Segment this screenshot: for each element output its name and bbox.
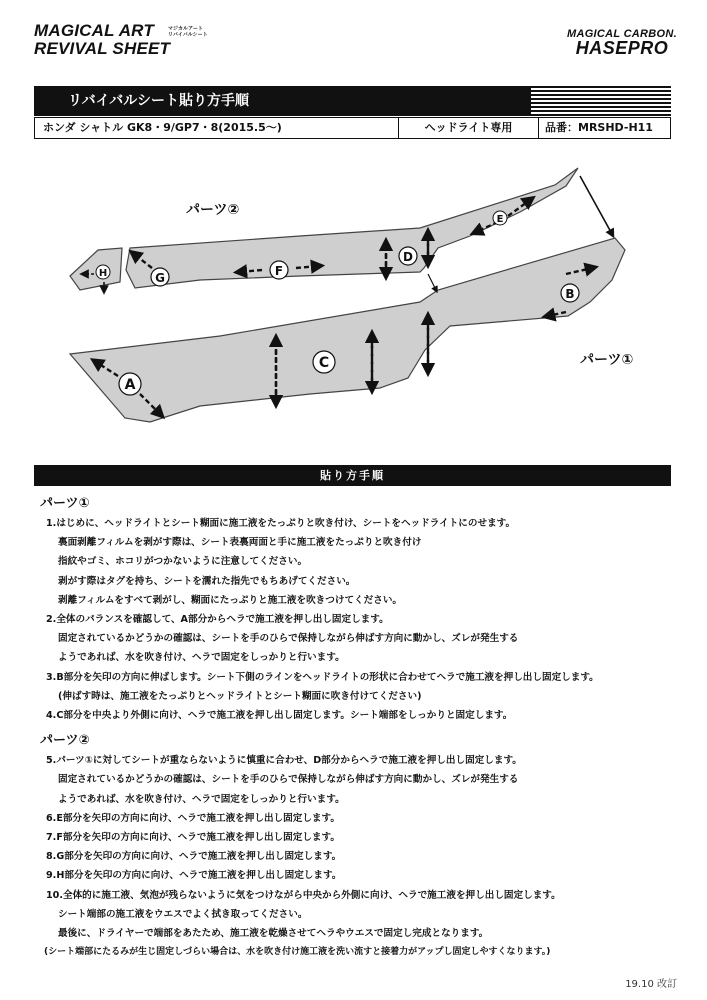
step-line: 5.パーツ①に対してシートが重ならないように慎重に合わせ、D部分からヘラで施工液を押し出し固定します。 [46, 755, 522, 767]
product-code: 品番：MRSHD-H11 [545, 121, 653, 134]
marker-f [270, 261, 288, 279]
section-heading-part2: パーツ② [40, 733, 90, 749]
step-line: シート端部の施工液をウエスでよく拭き取ってください。 [58, 908, 308, 920]
marker-h [96, 265, 110, 279]
step-line: 指紋やゴミ、ホコリがつかないように注意してください。 [58, 556, 308, 568]
step-line: 9.H部分を矢印の方向に向け、ヘラで施工液を押し出し固定します。 [46, 870, 342, 882]
procedure-title: 貼り方手順 [34, 465, 671, 486]
marker-e [493, 211, 507, 225]
logo-small-2: リバイバルシート [168, 32, 208, 38]
svg-text:A: A [124, 377, 136, 393]
svg-text:D: D [403, 250, 413, 264]
part2-tip-shape [70, 248, 122, 290]
step-line: 4.C部分を中央より外側に向け、ヘラで施工液を押し出し固定します。シート端部をしっかりと固定します。 [46, 710, 513, 722]
logo-line-1: MAGICAL ART [34, 21, 154, 40]
hasepro-logo [567, 28, 677, 57]
installation-diagram [0, 150, 707, 450]
product-type: ヘッドライト専用 [399, 118, 539, 138]
hasepro-text: HASEPRO [575, 38, 669, 58]
step-line: 剥離フィルムをすべて剥がし、糊面にたっぷりと施工液を吹きつけてください。 [58, 594, 403, 606]
marker-a [119, 373, 141, 395]
svg-text:C: C [318, 355, 330, 371]
logo-small-1: マジカルアート [168, 26, 203, 32]
vehicle-model: ホンダ シャトル GK8・9/GP7・8(2015.5～) [35, 118, 399, 138]
marker-c [313, 351, 335, 373]
step-line: ようであれば、水を吹き付け、ヘラで固定をしっかりと行います。 [58, 652, 345, 664]
step-line: 1.はじめに、ヘッドライトとシート糊面に施工液をたっぷりと吹き付け、シートをヘッドライトにのせます。 [46, 518, 516, 529]
part1-label: パーツ① [580, 352, 634, 368]
procedure-steps [40, 494, 680, 962]
part2-label: パーツ② [186, 202, 240, 218]
part-connector-arrow [580, 176, 612, 234]
step-line: 最後に、ドライヤーで端部をあたため、施工液を乾燥させてヘラやウエスで固定し完成となります。 [58, 928, 489, 940]
step-line: ようであれば、水を吹き付け、ヘラで固定をしっかりと行います。 [58, 793, 345, 805]
step-line: 2.全体のバランスを確認して、A部分からヘラで施工液を押し出し固定します。 [46, 614, 389, 626]
section-heading-part1: パーツ① [40, 496, 90, 511]
step-line: 3.B部分を矢印の方向に伸ばします。シート下側のラインをヘッドライトの形状に合わせてヘラで施工液を押し出し固定します。 [46, 671, 599, 683]
step-line: (伸ばす時は、施工液をたっぷりとヘッドライトとシート糊面に吹き付けてください) [58, 690, 422, 702]
step-line: 6.E部分を矢印の方向に向け、ヘラで施工液を押し出し固定します。 [46, 812, 340, 824]
step-line: (シート端部にたるみが生じ固定しづらい場合は、水を吹き付け施工液を洗い流すと接着力がアップし固定しやすくなります。) [44, 947, 551, 958]
step-line: 剥がす際はタグを持ち、シートを濡れた指先でもちあげてください。 [58, 575, 356, 587]
svg-text:H: H [98, 268, 108, 279]
svg-text:E: E [496, 214, 504, 225]
revision-note: 19.10 改訂 [625, 979, 677, 990]
marker-d [399, 247, 417, 265]
magical-art-logo [34, 21, 208, 58]
svg-text:F: F [274, 264, 284, 278]
svg-text:G: G [155, 271, 165, 285]
section-part1-lines [40, 514, 680, 725]
product-info-row [34, 117, 671, 139]
marker-g [151, 268, 169, 286]
magical-carbon-text: MAGICAL CARBON. [566, 28, 677, 40]
section-part2-lines [40, 751, 680, 962]
step-line: 7.F部分を矢印の方向に向け、ヘラで施工液を押し出し固定します。 [46, 832, 340, 844]
svg-text:B: B [565, 287, 575, 301]
step-line: 裏面剥離フィルムを剥がす際は、シート表裏両面と手に施工液をたっぷりと吹き付け [58, 537, 422, 549]
step-line: 8.G部分を矢印の方向に向け、ヘラで施工液を押し出し固定します。 [46, 851, 342, 863]
step-line: 10.全体的に施工液、気泡が残らないように気をつけながら中央から外側に向け、ヘラで施工液を押し出し固定します。 [46, 889, 561, 901]
step-line: 固定されているかどうかの確認は、シートを手のひらで保持しながら伸ばす方向に動かし、ズレが発生する [58, 633, 519, 645]
d-connector-arrow [428, 274, 436, 290]
logo-line-2: REVIVAL SHEET [34, 39, 171, 58]
page-title: リバイバルシート貼り方手順 [34, 86, 531, 116]
marker-b [561, 284, 579, 302]
title-stripes [531, 86, 671, 116]
step-line: 固定されているかどうかの確認は、シートを手のひらで保持しながら伸ばす方向に動かし、ズレが発生する [58, 774, 519, 786]
